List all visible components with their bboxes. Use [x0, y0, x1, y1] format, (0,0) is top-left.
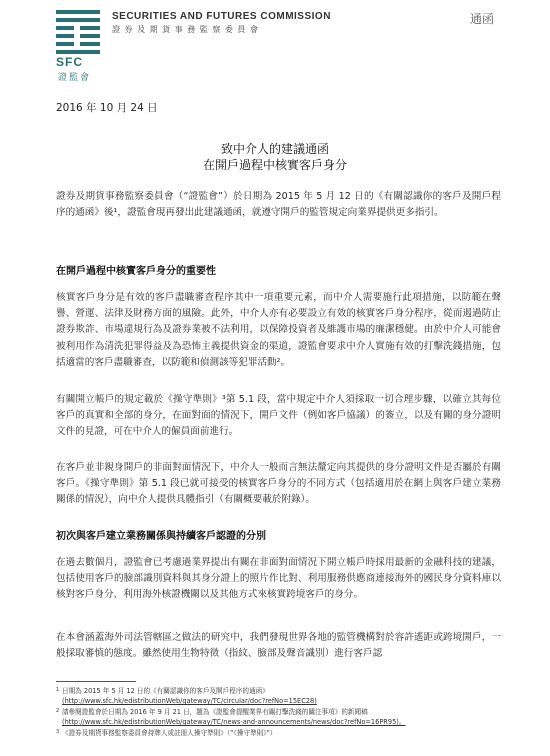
footnote-text: 請參閱證監會於日期為 2016 年 9 月 21 日，題為《證監會提醒業界有關打擊洗錢的關注事項》的新聞稿: [62, 708, 368, 716]
section-1-heading: 在開戶過程中核實客戶身分的重要性: [56, 266, 216, 277]
footnote-3: [56, 729, 277, 738]
footnote-text: 《證券及期貨事務監察委員會持牌人或註冊人操守準則》（“《操守準則》”）: [62, 729, 277, 737]
org-name-zh: 證 券 及 期 貨 事 務 監 察 委 員 會: [112, 25, 259, 34]
footnote-divider: [56, 681, 136, 682]
doc-type-label: 通函: [470, 12, 495, 26]
org-name-en: SECURITIES AND FUTURES COMMISSION: [112, 11, 331, 22]
logo-subtext: 證監會: [58, 73, 92, 83]
section-1-paragraph-2: 有關開立帳戶的規定載於《操守準則》³第 5.1 段，當中規定中介人須採取一切合理步驟，以確立其每位客戶的真實和全部的身分，在面對面的情況下，開戶文件（例如客戶協議）的簽立，以及有關的身分證明文件的見證，可在中介人的僱員面前進行。: [56, 394, 501, 438]
footnote-number: 3: [56, 729, 60, 735]
footnote-1-link-line: [62, 697, 317, 706]
footnote-text: 日期為 2015 年 5 月 12 日的《有關認識你的客戶及開戶程序的通函》: [62, 687, 269, 695]
sfc-logo-icon: [56, 10, 100, 56]
footnote-number: 1: [56, 687, 60, 693]
letter-date: 2016 年 10 月 24 日: [56, 102, 158, 114]
footnote-2-link-line: [62, 718, 405, 727]
section-2-heading: 初次與客戶建立業務關係與持續客戶認證的分別: [56, 531, 266, 542]
title-line-1: 致中介人的建議通函: [220, 142, 329, 156]
footnote-2: [56, 708, 368, 717]
footnote-link[interactable]: (http://www.sfc.hk/edistributionWeb/gateway/TC/news-and-announcements/news/doc?refNo=16PR95)。: [62, 718, 406, 726]
section-2-paragraph-2: 在本會涵蓋海外司法管轄區之做法的研究中，我們發現世界各地的監管機構對於容許遙距或跨境開戶，一般採取審慎的態度。雖然使用生物特徵（指紋、臉部及聲音識別）進行客戶認: [56, 632, 501, 660]
section-2-paragraph-1: 在過去數個月，證監會已考慮過業界提出有關在非面對面情況下開立帳戶時採用最新的金融科技的建議，包括使用客戶的臉部識別資料與其身分證上的照片作比對、利用服務供應商連接海外的國民身分資料庫以核對客戶身分、利用海外核證機關以及其他方式來核實跨境客戶的身分。: [56, 557, 501, 601]
section-1-paragraph-1: 核實客戶身分是有效的客戶盡職審查程序其中一項重要元素，而中介人需要施行此項措施，以防範在聲譽、營運、法律及財務方面的風險。此外，中介人亦有必要設立有效的核實客戶身分程序，從而遏過防止證券欺詐、市場違規行為及證券業被不法利用，以保障投資者及維護市場的廉潔穩健。由於中介人可能會被利用作為清洗犯罪得益及為恐怖主義提供資金的渠道，證監會要求中介人實施有效的打擊洗錢措施，包括適當的客戶盡職審查，以防範和偵測該等犯罪活動²。: [56, 292, 501, 368]
title-line-2: 在開戶過程中核實客戶身分: [202, 158, 347, 172]
intro-paragraph: 證券及期貨事務監察委員會（“證監會”）於日期為 2015 年 5 月 12 日的《有關認識你的客戶及開戶程序的通函》後¹，證監會現再發出此建議通函，就遵守開戶的監管規定向業界提供更多指引。: [56, 191, 501, 219]
footnote-number: 2: [56, 708, 60, 714]
logo-text: SFC: [56, 55, 83, 69]
footnote-1: [56, 687, 269, 696]
section-1-paragraph-3: 在客戶並非親身開戶的非面對面情況下，中介人一般而言無法釐定向其提供的身分證明文件是否屬於有關客戶。《操守準則》第 5.1 段已就可接受的核實客戶身分的不同方式（包括適用於在網上與客戶建立業務關係的情況），向中介人提供具體指引（有關概要載於附錄）。: [56, 462, 501, 506]
footnote-link[interactable]: (http://www.sfc.hk/edistributionWeb/gateway/TC/circular/doc?refNo=15EC28): [62, 697, 317, 705]
